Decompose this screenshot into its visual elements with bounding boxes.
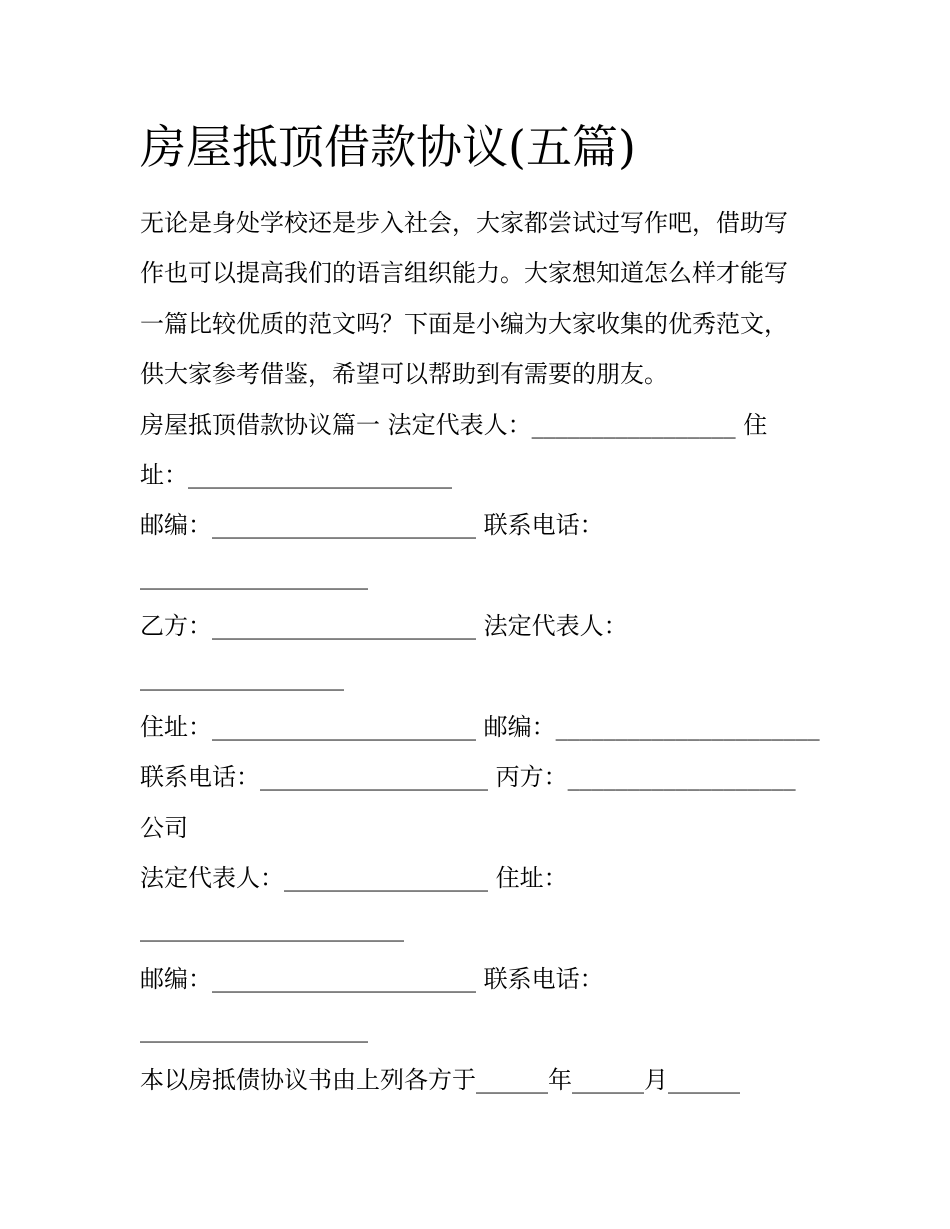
intro-line-1: 无论是身处学校还是步入社会，大家都尝试过写作吧，借助写 [140,209,788,237]
postcode-phone-line-2: 邮编：______________________ 联系电话： [140,964,604,993]
phone-blank-line: ___________________ [140,561,368,590]
phone-blank-line-2: ___________________ [140,1015,368,1044]
phone-party-c-line: 联系电话：___________________ 丙方：___________________ [140,763,796,792]
document-title: 房屋抵顶借款协议(五篇) [140,120,636,174]
intro-line-2: 作也可以提高我们的语言组织能力。大家想知道怎么样才能写 [140,259,788,288]
intro-line-4: 供大家参考借鉴，希望可以帮助到有需要的朋友。 [140,360,668,389]
intro-line-3: 一篇比较优质的范文吗？下面是小编为大家收集的优秀范文， [140,309,788,338]
agreement-heading-line: 房屋抵顶借款协议篇一 法定代表人：_________________ 住 [140,410,768,439]
address-postcode-line: 住址：______________________ 邮编：______________________ [140,712,820,741]
representative-address-line: 法定代表人：_________________ 住址： [140,864,568,893]
address-line: 址：______________________ [140,460,452,489]
agreement-date-line: 本以房抵债协议书由上列各方于______年______月______ [140,1065,740,1094]
party-b-representative-blank: _________________ [140,662,344,691]
postcode-phone-line: 邮编：______________________ 联系电话： [140,511,604,540]
address-blank-line: ______________________ [140,914,404,943]
party-b-line: 乙方：______________________ 法定代表人： [140,612,628,641]
document-body [140,198,820,1105]
company-line: 公司 [140,813,188,842]
